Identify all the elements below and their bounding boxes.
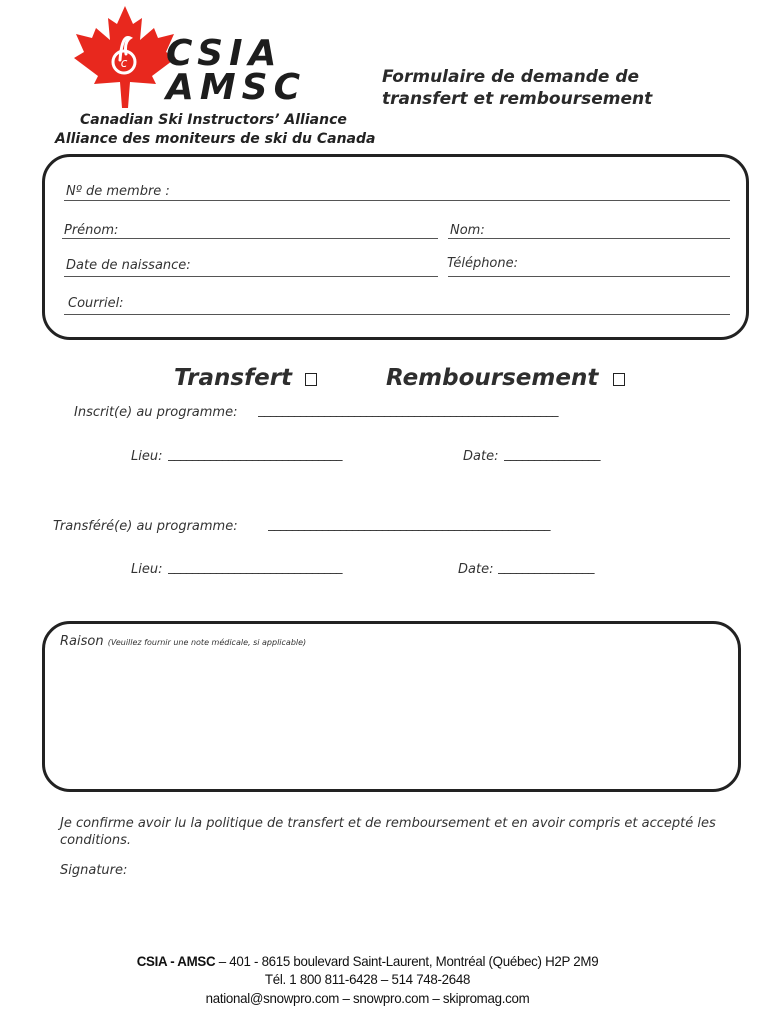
footer-org: CSIA - AMSC — [136, 953, 216, 969]
birth-date-label: Date de naissance: — [66, 258, 191, 273]
logo-amsc: AMSC — [166, 67, 307, 108]
org-name-en: Canadian Ski Instructors’ Alliance — [80, 112, 347, 128]
svg-text:c: c — [120, 56, 128, 70]
transferred-date-field[interactable]: ________________ — [498, 560, 594, 575]
enrolled-date-label: Date: — [463, 449, 499, 464]
member-number-label: Nº de membre : — [66, 184, 170, 199]
footer-phones: Tél. 1 800 811-6428 – 514 748-2648 — [264, 971, 471, 987]
enrolled-program-field[interactable]: __________________________________________________ — [258, 403, 558, 418]
refund-option-label: Remboursement — [386, 365, 599, 391]
reason-note: (Veuillez fournir une note médicale, si applicable) — [107, 638, 307, 647]
first-name-field[interactable] — [62, 238, 438, 239]
member-number-field[interactable] — [64, 200, 730, 201]
email-field[interactable] — [64, 314, 730, 315]
phone-label: Téléphone: — [447, 256, 519, 271]
signature-label: Signature: — [60, 863, 128, 878]
footer-address-text: – 401 - 8615 boulevard Saint-Laurent, Montréal (Québec) H2P 2M9 — [215, 953, 599, 969]
footer-address — [18, 953, 716, 969]
logo-csia: CSIA — [166, 33, 283, 74]
last-name-label: Nom: — [450, 223, 485, 238]
phone-field[interactable] — [448, 276, 730, 277]
first-name-label: Prénom: — [64, 223, 119, 238]
refund-checkbox[interactable] — [613, 373, 625, 386]
transfer-option-label: Transfert — [174, 365, 293, 391]
form-title-line1: Formulaire de demande de — [382, 67, 640, 87]
birth-date-field[interactable] — [64, 276, 438, 277]
transferred-program-field[interactable]: _______________________________________________ — [268, 517, 550, 532]
member-info-box — [42, 154, 749, 340]
transferred-location-label: Lieu: — [131, 562, 163, 577]
transferred-date-label: Date: — [458, 562, 494, 577]
transfer-checkbox[interactable] — [305, 373, 317, 386]
transferred-location-field[interactable]: _____________________________ — [168, 560, 342, 575]
org-name-fr: Alliance des moniteurs de ski du Canada — [55, 131, 376, 147]
enrolled-location-label: Lieu: — [131, 449, 163, 464]
footer-web: national@snowpro.com – snowpro.com – skipromag.com — [205, 990, 530, 1006]
form-title — [382, 66, 682, 110]
enrolled-program-label: Inscrit(e) au programme: — [74, 405, 238, 420]
enrolled-location-field[interactable]: _____________________________ — [168, 447, 342, 462]
last-name-field[interactable] — [448, 238, 730, 239]
reason-label-row — [60, 634, 306, 649]
transferred-program-label: Transféré(e) au programme: — [53, 519, 238, 534]
email-label: Courriel: — [68, 296, 124, 311]
confirmation-text: Je confirme avoir lu la politique de transfert et de remboursement et en avoir compris et accepté les conditions. — [60, 816, 716, 848]
maple-leaf-logo — [70, 4, 180, 112]
form-title-line2: transfert et remboursement — [382, 89, 653, 109]
enrolled-date-field[interactable]: ________________ — [504, 447, 600, 462]
reason-label: Raison — [60, 634, 104, 649]
